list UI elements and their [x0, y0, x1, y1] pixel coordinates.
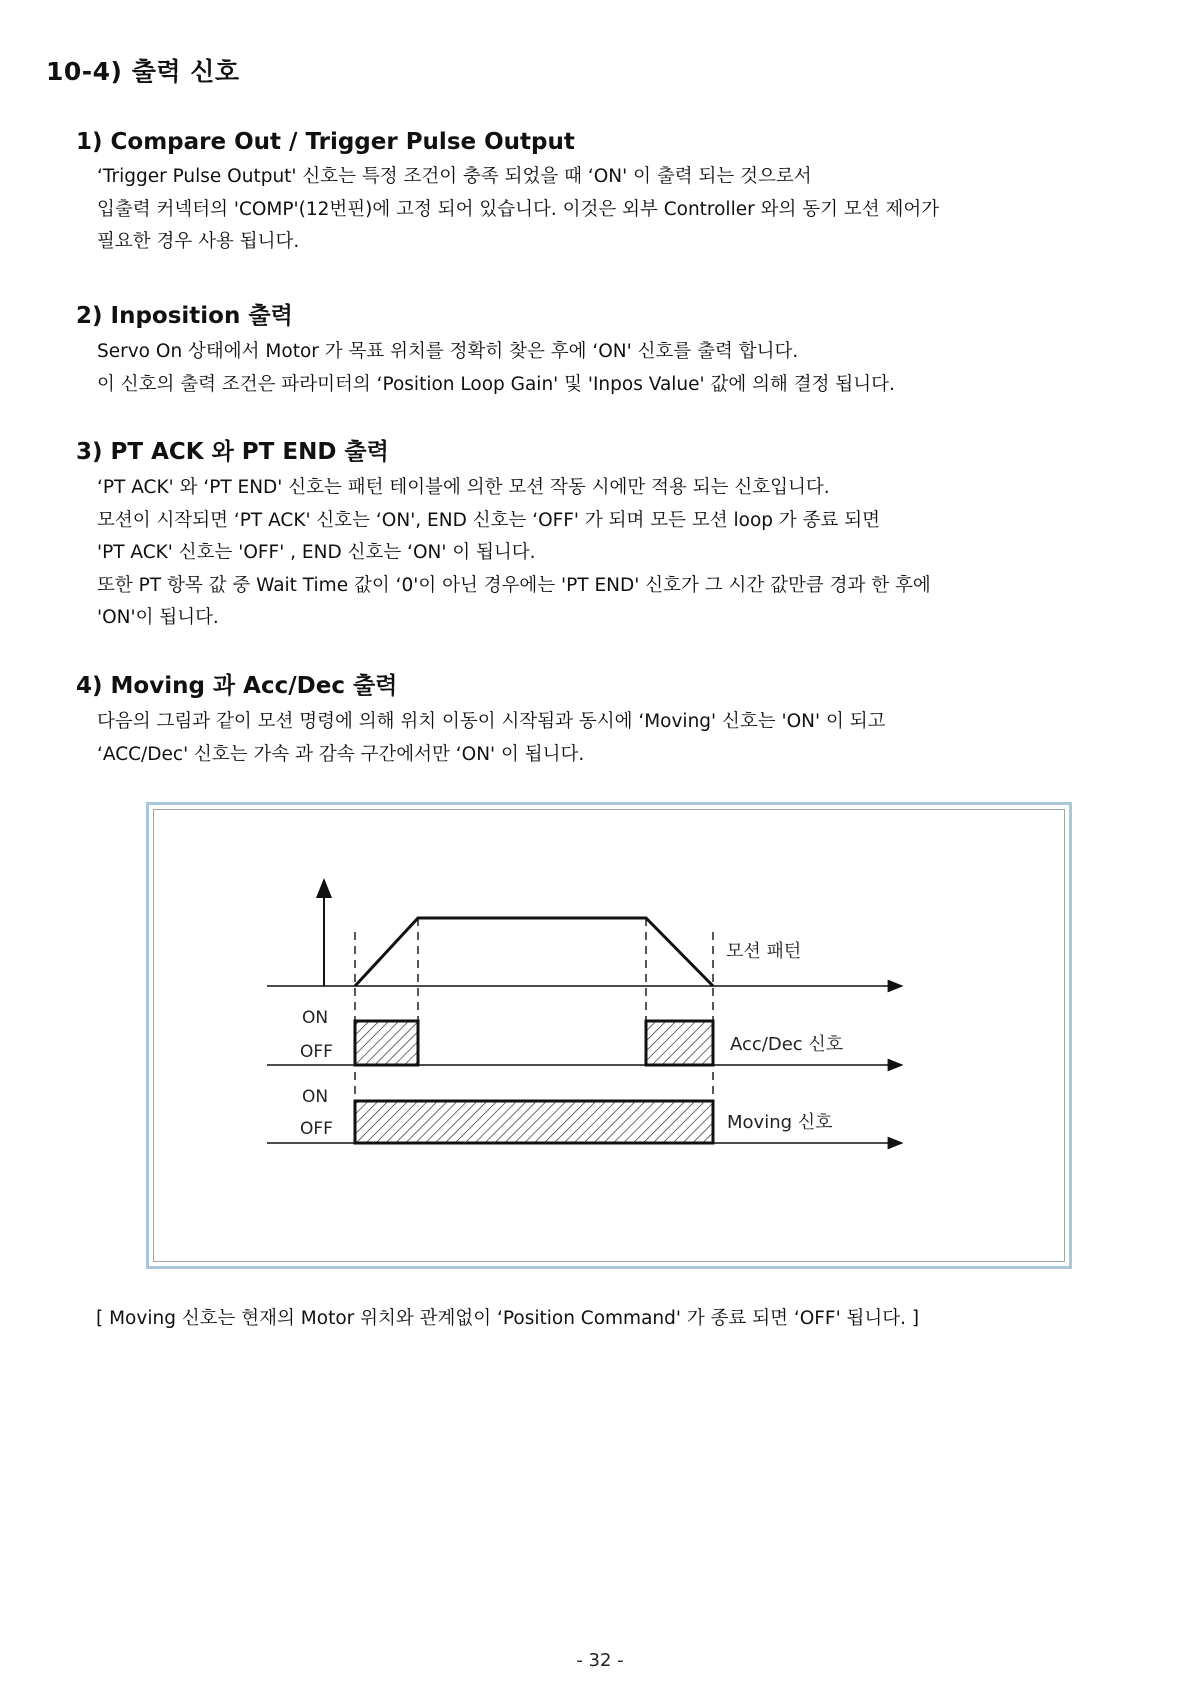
body-line: ‘PT ACK' 와 ‘PT END' 신호는 패턴 테이블에 의한 모션 작동 시에만 적용 되는 신호입니다. [97, 477, 830, 498]
section-pt-ack-end [76, 433, 1096, 635]
body-line: 필요한 경우 사용 됩니다. [97, 231, 300, 252]
section-body [97, 336, 1096, 401]
body-line: 'ON'이 됩니다. [97, 607, 219, 628]
section-heading: 1) Compare Out / Trigger Pulse Output [76, 129, 575, 155]
body-line: ‘Trigger Pulse Output' 신호는 특정 조건이 충족 되었을 때 ‘ON' 이 출력 되는 것으로서 [97, 166, 812, 187]
chapter-title: 10-4) 출력 신호 [46, 57, 240, 86]
section-heading: 2) Inposition 출력 [76, 303, 293, 329]
body-line: 다음의 그림과 같이 모션 명령에 의해 위치 이동이 시작됨과 동시에 ‘Moving' 신호는 'ON' 이 되고 [97, 711, 886, 732]
body-line: Servo On 상태에서 Motor 가 목표 위치를 정확히 찾은 후에 ‘ON' 신호를 출력 합니다. [97, 341, 799, 362]
timing-diagram-frame [146, 802, 1072, 1269]
section-body [97, 706, 1096, 771]
section-inposition [76, 297, 1096, 401]
body-line: ‘ACC/Dec' 신호는 가속 과 감속 구간에서만 ‘ON' 이 됩니다. [97, 743, 585, 765]
timing-diagram-svg [154, 810, 1062, 1259]
moving-on-label: ON [302, 1087, 329, 1107]
body-line: 모션이 시작되면 ‘PT ACK' 신호는 ‘ON', END 신호는 ‘OFF' 가 되며 모든 모션 loop 가 종료 되면 [97, 509, 881, 531]
section-body [97, 472, 1096, 635]
section-compare-out [76, 129, 1096, 259]
body-line: 'PT ACK' 신호는 'OFF' , END 신호는 ‘ON' 이 됩니다. [97, 542, 536, 563]
section-moving-accdec [76, 667, 1096, 771]
moving-off-label: OFF [300, 1119, 333, 1139]
dec-pulse [646, 1021, 713, 1065]
body-line: 또한 PT 항목 값 중 Wait Time 값이 ‘0'이 아닌 경우에는 'PT END' 신호가 그 시간 값만큼 경과 한 후에 [97, 574, 931, 596]
section-heading: 4) Moving 과 Acc/Dec 출력 [76, 673, 398, 699]
page-number: - 32 - [576, 1650, 624, 1671]
figure-caption: [ Moving 신호는 현재의 Motor 위치와 관계없이 ‘Position Command' 가 종료 되면 ‘OFF' 됩니다. ] [96, 1308, 920, 1329]
body-line: 입출력 커넥터의 'COMP'(12번핀)에 고정 되어 있습니다. 이것은 외부 Controller 와의 동기 모션 제어가 [97, 198, 940, 220]
body-line: 이 신호의 출력 조건은 파라미터의 ‘Position Loop Gain' 및 'Inpos Value' 값에 의해 결정 됩니다. [97, 373, 895, 395]
acc-off-label: OFF [300, 1042, 333, 1062]
timing-diagram [153, 809, 1065, 1262]
section-heading: 3) PT ACK 와 PT END 출력 [76, 439, 389, 465]
acc-pulse [355, 1021, 418, 1065]
moving-pulse [355, 1101, 713, 1143]
moving-signal-label: Moving 신호 [727, 1112, 833, 1133]
acc-on-label: ON [302, 1008, 329, 1028]
section-body [97, 161, 1096, 259]
motion-pattern-label: 모션 패턴 [726, 941, 802, 962]
motion-pattern-trapezoid [355, 918, 713, 986]
acc-dec-signal-label: Acc/Dec 신호 [730, 1034, 844, 1055]
